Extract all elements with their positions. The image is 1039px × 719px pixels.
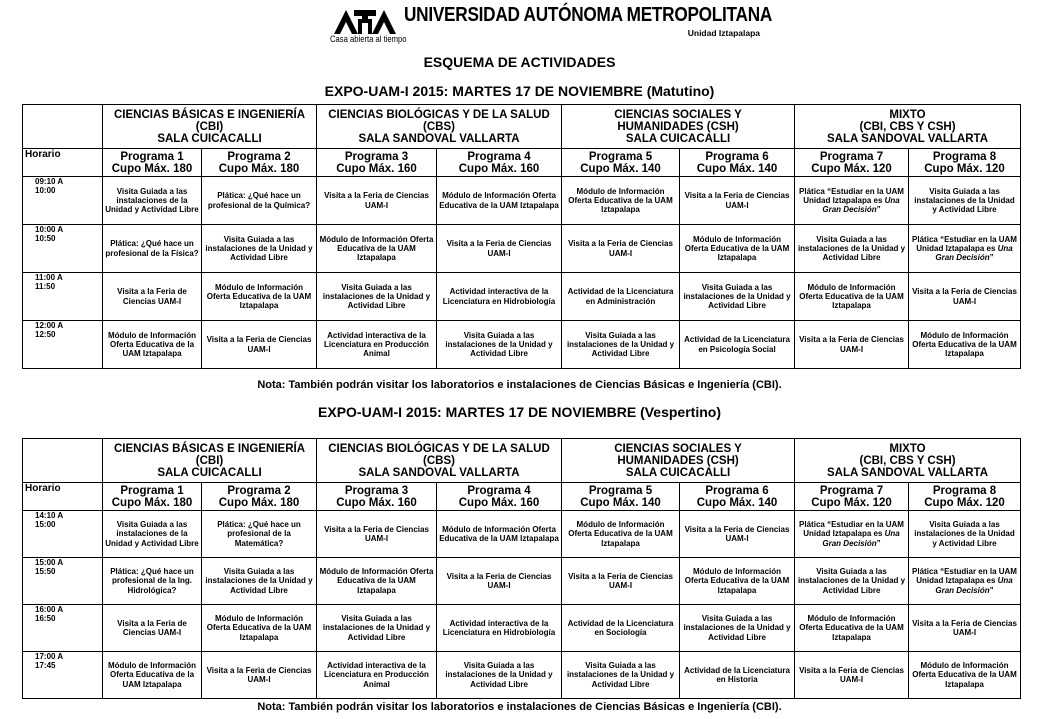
vespertino-schedule-table	[22, 438, 1021, 699]
area-abbr: (CBS)	[423, 454, 455, 467]
university-tagline: Casa abierta al tiempo	[330, 34, 407, 44]
activity-cell: Visita Guiada a las instalaciones de la Unidad y Actividad Libre	[680, 273, 795, 321]
table-row	[23, 177, 1021, 225]
time-slot	[23, 177, 103, 225]
activity-cell: Visita a la Feria de Ciencias UAM-I	[202, 321, 317, 369]
program-header-7	[795, 149, 909, 177]
area-name: CIENCIAS BÁSICAS E INGENIERÍA	[113, 108, 306, 121]
unit-name: Unidad Iztapalapa	[687, 28, 760, 38]
activity-cell: Módulo de Información Oferta Educativa de la UAM Iztapalapa	[562, 177, 680, 225]
activity-cell: Visita Guiada a las instalaciones de la Unidad y Actividad Libre	[680, 605, 795, 652]
program-name: Programa 8	[932, 484, 997, 497]
time-line: 17:45	[35, 661, 56, 670]
program-cupo: Cupo Máx. 160	[336, 496, 417, 509]
activity-cell: Módulo de Información Oferta Educativa de la UAM Iztapalapa	[103, 652, 202, 699]
area-name: MIXTO	[889, 442, 926, 455]
activity-cell: Visita a la Feria de Ciencias UAM-I	[317, 177, 437, 225]
area-sala: SALA SANDOVAL VALLARTA	[827, 466, 989, 479]
area-abbr: (CBI)	[195, 120, 224, 133]
time-line: 17:00 A	[35, 652, 64, 661]
time-line: 11:00 A	[35, 273, 63, 282]
activity-cell: Actividad interactiva de la Licenciatura en Producción Animal	[317, 652, 437, 699]
activity-cell: Visita a la Feria de Ciencias UAM-I	[103, 605, 202, 652]
activity-cell: Visita a la Feria de Ciencias UAM-I	[680, 177, 795, 225]
time-line: 12:50	[35, 330, 56, 339]
table-row	[23, 511, 1021, 558]
program-cupo: Cupo Máx. 120	[811, 162, 892, 175]
program-name: Programa 5	[588, 484, 653, 497]
table-row	[23, 321, 1021, 369]
program-header-2	[202, 483, 317, 511]
program-name: Programa 8	[932, 150, 997, 163]
university-name: UNIVERSIDAD AUTÓNOMA METROPOLITANA	[404, 4, 773, 26]
time-line: 10:00 A	[35, 225, 64, 234]
activity-cell: Visita a la Feria de Ciencias UAM-I	[202, 652, 317, 699]
activity-cell: Visita a la Feria de Ciencias UAM-I	[680, 511, 795, 558]
area-header-2	[317, 105, 562, 149]
program-cupo: Cupo Máx. 140	[580, 162, 661, 175]
activity-cell: Visita Guiada a las instalaciones de la Unidad y Actividad Libre	[202, 558, 317, 605]
activity-cell: Plática “Estudiar en la UAM Unidad Iztapalapa es Una Gran Decisión”	[909, 558, 1021, 605]
activity-cell: Plática: ¿Qué hace un profesional de la Química?	[202, 177, 317, 225]
time-line: 11:50	[35, 282, 56, 291]
area-sala: SALA CUICACALLI	[625, 466, 731, 479]
program-name: Programa 6	[705, 150, 769, 163]
table-row	[23, 652, 1021, 699]
activity-emphasis: Una Gran Decisión	[822, 195, 900, 215]
activity-cell: Visita a la Feria de Ciencias UAM-I	[795, 652, 909, 699]
program-name: Programa 6	[705, 484, 769, 497]
activity-cell: Plática “Estudiar en la UAM Unidad Iztapalapa es Una Gran Decisión”	[909, 225, 1021, 273]
program-header-6	[680, 483, 795, 511]
activity-cell: Visita a la Feria de Ciencias UAM-I	[562, 558, 680, 605]
activity-cell: Módulo de Información Oferta Educativa de la UAM Iztapalapa	[909, 321, 1021, 369]
program-cupo: Cupo Máx. 140	[696, 496, 778, 509]
time-line: 15:00 A	[35, 558, 64, 567]
activity-cell: Actividad de la Licenciatura en Sociología	[562, 605, 680, 652]
program-cupo: Cupo Máx. 120	[924, 162, 1005, 175]
program-header-8	[909, 149, 1021, 177]
activity-cell: Visita Guiada a las instalaciones de la Unidad y Actividad Libre	[317, 273, 437, 321]
activity-cell: Actividad de la Licenciatura en Administración	[562, 273, 680, 321]
activity-cell: Módulo de Información Oferta Educativa de la UAM Iztapalapa	[437, 511, 562, 558]
time-line: 12:00 A	[35, 321, 64, 330]
activity-cell: Módulo de Información Oferta Educativa de la UAM Iztapalapa	[202, 273, 317, 321]
uam-logo-icon	[332, 6, 398, 36]
activity-cell: Visita Guiada a las instalaciones de la Unidad y Actividad Libre	[795, 225, 909, 273]
program-name: Programa 1	[120, 484, 184, 497]
university-header	[330, 4, 773, 46]
program-header-4	[437, 483, 562, 511]
activity-cell: Módulo de Información Oferta Educativa de la UAM Iztapalapa	[317, 225, 437, 273]
activity-cell: Visita a la Feria de Ciencias UAM-I	[317, 511, 437, 558]
table-row	[23, 558, 1021, 605]
activity-cell: Módulo de Información Oferta Educativa de la UAM Iztapalapa	[795, 605, 909, 652]
program-cupo: Cupo Máx. 120	[811, 496, 892, 509]
area-header-4	[795, 439, 1021, 483]
program-name: Programa 5	[588, 150, 653, 163]
area-name: CIENCIAS BIOLÓGICAS Y DE LA SALUD	[328, 442, 550, 455]
program-header-4	[437, 149, 562, 177]
activity-cell: Módulo de Información Oferta Educativa de la UAM Iztapalapa	[317, 558, 437, 605]
table-row	[23, 605, 1021, 652]
activity-emphasis: Una Gran Decisión	[822, 529, 900, 548]
program-cupo: Cupo Máx. 140	[580, 496, 661, 509]
area-name: CIENCIAS BIOLÓGICAS Y DE LA SALUD	[328, 108, 550, 121]
area-abbr: (CBI, CBS Y CSH)	[859, 454, 956, 467]
activity-cell: Visita Guiada a las instalaciones de la Unidad y Actividad Libre	[562, 321, 680, 369]
program-name: Programa 2	[227, 484, 291, 497]
program-cupo: Cupo Máx. 180	[111, 496, 193, 509]
area-name: MIXTO	[889, 108, 926, 121]
horario-header: Horario	[23, 149, 103, 177]
time-line: 16:50	[35, 614, 56, 623]
matutino-title: EXPO-UAM-I 2015: MARTES 17 DE NOVIEMBRE (Matutino)	[324, 83, 715, 99]
matutino-note: Nota: También podrán visitar los laboratorios e instalaciones de Ciencias Básicas e Ingeniería (CBI).	[257, 379, 782, 391]
program-header-7	[795, 483, 909, 511]
activity-cell: Plática “Estudiar en la UAM Unidad Iztapalapa es Una Gran Decisión”	[795, 177, 909, 225]
time-line: 15:00	[35, 520, 56, 529]
activity-cell: Plática: ¿Qué hace un profesional de la Matemática?	[202, 511, 317, 558]
vespertino-title: EXPO-UAM-I 2015: MARTES 17 DE NOVIEMBRE (Vespertino)	[318, 404, 721, 420]
time-line: 16:00 A	[35, 605, 64, 614]
activity-cell: Plática: ¿Qué hace un profesional de la Física?	[103, 225, 202, 273]
area-sala: SALA CUICACALLI	[157, 132, 262, 145]
program-cupo: Cupo Máx. 180	[218, 496, 300, 509]
area-sala: SALA CUICACALLI	[157, 466, 262, 479]
activity-cell: Módulo de Información Oferta Educativa de la UAM Iztapalapa	[795, 273, 909, 321]
area-name: CIENCIAS SOCIALES Y	[614, 108, 742, 121]
table-row	[23, 273, 1021, 321]
activity-cell: Visita Guiada a las instalaciones de la Unidad y Actividad Libre	[103, 511, 202, 558]
area-name: CIENCIAS BÁSICAS E INGENIERÍA	[113, 442, 306, 455]
time-slot	[23, 652, 103, 699]
time-line: 10:00	[35, 186, 56, 195]
program-name: Programa 3	[344, 150, 409, 163]
program-cupo: Cupo Máx. 160	[458, 162, 540, 175]
activity-cell: Visita Guiada a las instalaciones de la Unidad y Actividad Libre	[202, 225, 317, 273]
activity-cell: Visita a la Feria de Ciencias UAM-I	[437, 558, 562, 605]
activity-cell: Módulo de Información Oferta Educativa de la UAM Iztapalapa	[103, 321, 202, 369]
activity-cell: Visita Guiada a las instalaciones de la Unidad y Actividad Libre	[909, 511, 1021, 558]
program-header-5	[562, 149, 680, 177]
program-header-6	[680, 149, 795, 177]
page-title: ESQUEMA DE ACTIVIDADES	[423, 54, 616, 70]
program-header-3	[317, 483, 437, 511]
table-row	[23, 225, 1021, 273]
area-header-1	[103, 439, 317, 483]
activity-cell: Visita Guiada a las instalaciones de la Unidad y Actividad Libre	[103, 177, 202, 225]
area-abbr: (CBS)	[423, 120, 455, 133]
time-line: 15:50	[35, 567, 56, 576]
area-abbr: (CBI, CBS Y CSH)	[859, 120, 956, 133]
activity-cell: Visita Guiada a las instalaciones de la Unidad y Actividad Libre	[562, 652, 680, 699]
program-cupo: Cupo Máx. 160	[458, 496, 540, 509]
program-name: Programa 1	[120, 150, 184, 163]
activity-cell: Plática: ¿Qué hace un profesional de la Ing. Hidrológica?	[103, 558, 202, 605]
area-abbr: HUMANIDADES (CSH)	[617, 454, 739, 467]
program-header-2	[202, 149, 317, 177]
program-name: Programa 7	[819, 484, 884, 497]
area-sala: SALA SANDOVAL VALLARTA	[358, 466, 520, 479]
activity-cell: Visita a la Feria de Ciencias UAM-I	[795, 321, 909, 369]
program-cupo: Cupo Máx. 160	[336, 162, 417, 175]
activity-cell: Actividad interactiva de la Licenciatura en Producción Animal	[317, 321, 437, 369]
area-header-3	[562, 105, 795, 149]
time-line: 14:10 A	[35, 511, 64, 520]
program-header-5	[562, 483, 680, 511]
time-line: 09:10 A	[35, 177, 64, 186]
program-cupo: Cupo Máx. 180	[111, 162, 193, 175]
time-slot	[23, 605, 103, 652]
program-cupo: Cupo Máx. 120	[924, 496, 1005, 509]
activity-cell: Módulo de Información Oferta Educativa de la UAM Iztapalapa	[562, 511, 680, 558]
activity-cell: Módulo de Información Oferta Educativa de la UAM Iztapalapa	[680, 225, 795, 273]
activity-cell: Módulo de Información Oferta Educativa de la UAM Iztapalapa	[909, 652, 1021, 699]
program-name: Programa 4	[467, 484, 531, 497]
activity-cell: Visita a la Feria de Ciencias UAM-I	[437, 225, 562, 273]
activity-cell: Visita Guiada a las instalaciones de la Unidad y Actividad Libre	[317, 605, 437, 652]
corner-cell	[23, 105, 103, 149]
matutino-schedule-table	[22, 104, 1021, 369]
activity-cell: Actividad interactiva de la Licenciatura en Hidrobiología	[437, 605, 562, 652]
area-abbr: HUMANIDADES (CSH)	[617, 120, 739, 133]
program-header-1	[103, 149, 202, 177]
time-slot	[23, 511, 103, 558]
program-name: Programa 2	[227, 150, 291, 163]
vespertino-note: Nota: También podrán visitar los laboratorios e instalaciones de Ciencias Básicas e Ingeniería (CBI).	[257, 701, 782, 713]
time-slot	[23, 321, 103, 369]
area-sala: SALA SANDOVAL VALLARTA	[827, 132, 989, 145]
activity-cell: Actividad de la Licenciatura en Psicología Social	[680, 321, 795, 369]
area-sala: SALA SANDOVAL VALLARTA	[358, 132, 520, 145]
activity-emphasis: Una Gran Decisión	[935, 576, 1013, 595]
program-header-8	[909, 483, 1021, 511]
area-abbr: (CBI)	[195, 454, 224, 467]
activity-cell: Visita a la Feria de Ciencias UAM-I	[103, 273, 202, 321]
activity-cell: Visita Guiada a las instalaciones de la Unidad y Actividad Libre	[909, 177, 1021, 225]
area-header-1	[103, 105, 317, 149]
corner-cell	[23, 439, 103, 483]
activity-cell: Actividad de la Licenciatura en Historia	[680, 652, 795, 699]
activity-cell: Módulo de Información Oferta Educativa de la UAM Iztapalapa	[680, 558, 795, 605]
activity-cell: Visita a la Feria de Ciencias UAM-I	[909, 273, 1021, 321]
program-cupo: Cupo Máx. 140	[696, 162, 778, 175]
area-name: CIENCIAS SOCIALES Y	[614, 442, 742, 455]
program-name: Programa 3	[344, 484, 409, 497]
area-sala: SALA CUICACALLI	[625, 132, 731, 145]
activity-cell: Visita Guiada a las instalaciones de la Unidad y Actividad Libre	[437, 321, 562, 369]
activity-cell: Visita a la Feria de Ciencias UAM-I	[562, 225, 680, 273]
area-header-3	[562, 439, 795, 483]
activity-cell: Actividad interactiva de la Licenciatura en Hidrobiología	[437, 273, 562, 321]
time-slot	[23, 273, 103, 321]
activity-cell: Visita a la Feria de Ciencias UAM-I	[909, 605, 1021, 652]
activity-cell: Visita Guiada a las instalaciones de la Unidad y Actividad Libre	[795, 558, 909, 605]
program-header-3	[317, 149, 437, 177]
program-name: Programa 7	[819, 150, 884, 163]
activity-cell: Plática “Estudiar en la UAM Unidad Iztapalapa es Una Gran Decisión”	[795, 511, 909, 558]
program-header-1	[103, 483, 202, 511]
program-name: Programa 4	[467, 150, 531, 163]
activity-emphasis: Una Gran Decisión	[935, 243, 1013, 263]
horario-header: Horario	[23, 483, 103, 511]
time-slot	[23, 225, 103, 273]
activity-cell: Módulo de Información Oferta Educativa de la UAM Iztapalapa	[202, 605, 317, 652]
area-header-4	[795, 105, 1021, 149]
program-cupo: Cupo Máx. 180	[218, 162, 300, 175]
area-header-2	[317, 439, 562, 483]
time-slot	[23, 558, 103, 605]
activity-cell: Visita Guiada a las instalaciones de la Unidad y Actividad Libre	[437, 652, 562, 699]
activity-cell: Módulo de Información Oferta Educativa de la UAM Iztapalapa	[437, 177, 562, 225]
time-line: 10:50	[35, 234, 56, 243]
